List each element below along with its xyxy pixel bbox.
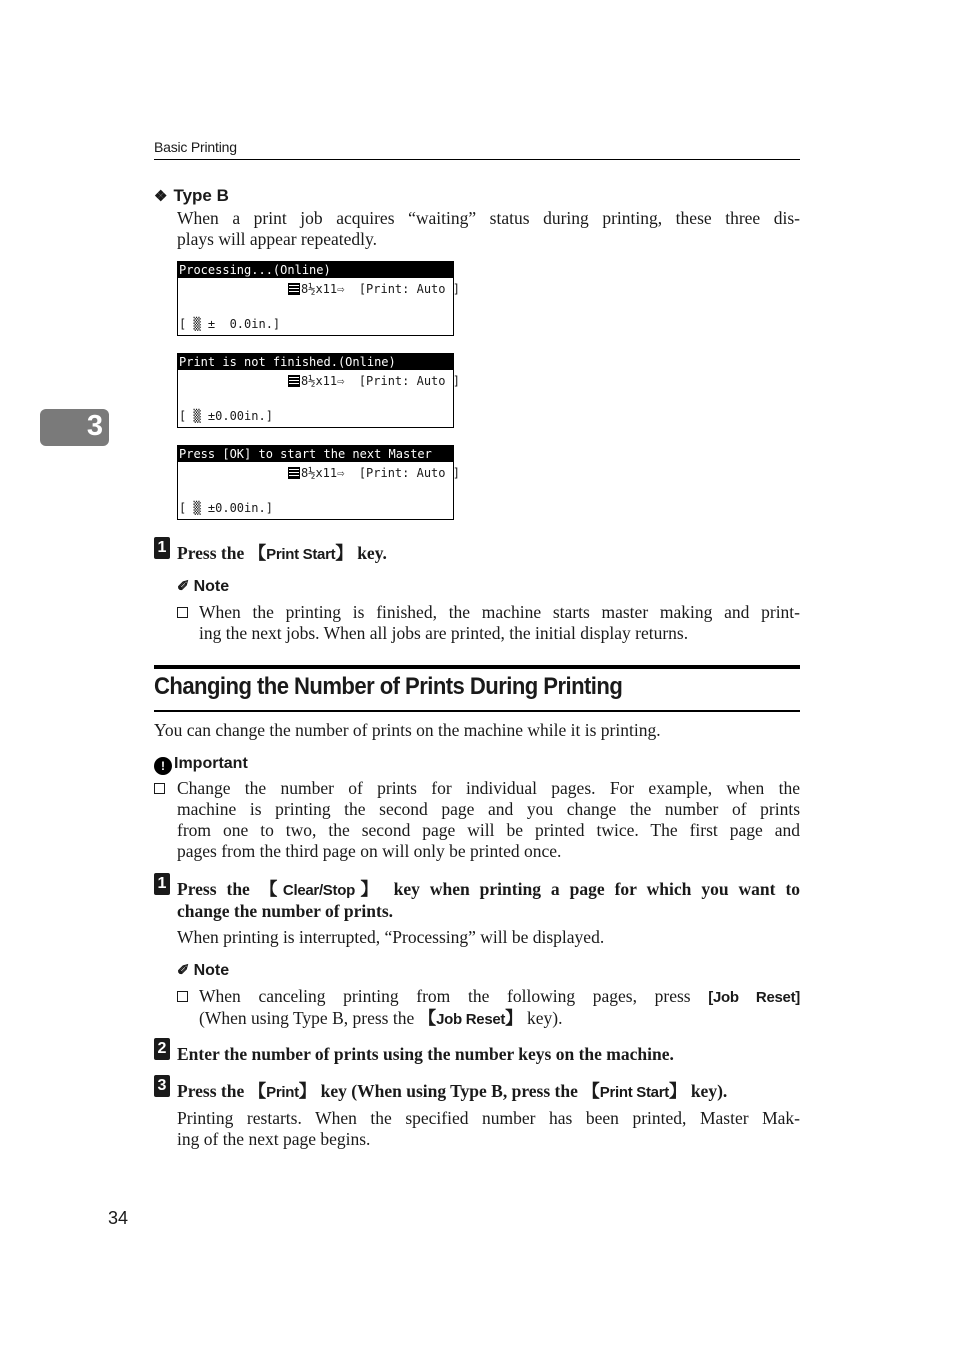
note1-line1: When the printing is finished, the machine starts master making and print- bbox=[199, 602, 800, 622]
step-3-text bbox=[177, 1081, 727, 1103]
important-line3: from one to two, the second page will be printed twice. The first page and bbox=[177, 820, 800, 840]
section-title: Changing the Number of Prints During Printing bbox=[154, 673, 623, 700]
lcd-panel-press-ok bbox=[177, 445, 460, 520]
lcd-print-mode: [Print: Auto ] bbox=[358, 374, 460, 388]
type-b-heading bbox=[154, 186, 229, 206]
note-heading-text: Note bbox=[193, 962, 230, 979]
lcd-paper-size: 8½x11 bbox=[301, 374, 338, 388]
key-print: Print bbox=[266, 1084, 299, 1101]
chapter-tab bbox=[40, 409, 109, 446]
page-number: 34 bbox=[108, 1208, 129, 1228]
diamond-bullet-icon: ❖ bbox=[154, 188, 168, 205]
step-3-middle: key (When using Type B, press the bbox=[316, 1081, 583, 1101]
important-line2: machine is printing the second page and you change the number of prints bbox=[177, 799, 800, 819]
step-3-body bbox=[177, 1108, 800, 1150]
bracket-close: 】 bbox=[298, 1082, 317, 1102]
pencil-icon: ✐ bbox=[177, 578, 190, 595]
tray-icon: ⇨ bbox=[337, 282, 345, 296]
note2-line1-prefix: When canceling printing from the following pages, press bbox=[199, 986, 709, 1006]
note1-item bbox=[177, 602, 800, 644]
running-header: Basic Printing bbox=[154, 139, 237, 155]
note2-line2-prefix: (When using Type B, press the bbox=[199, 1008, 419, 1028]
lcd-print-mode: [Print: Auto ] bbox=[358, 466, 460, 480]
lcd-print-mode: [Print: Auto ] bbox=[358, 282, 460, 296]
document-icon bbox=[288, 467, 300, 479]
step-1-suffix: key when printing a page for which you want to bbox=[383, 879, 801, 899]
note1-line2: ing the next jobs. When all jobs are printed, the initial display returns. bbox=[199, 623, 689, 643]
step-1-text bbox=[177, 879, 800, 922]
lcd-status-text: Print is not finished.(Online) bbox=[179, 355, 396, 369]
note-heading-text: Note bbox=[193, 578, 230, 595]
lcd-shift-row: [ ▒ ± 0.0in.] bbox=[179, 317, 281, 331]
header-rule bbox=[154, 159, 800, 160]
lcd-status-bar bbox=[178, 354, 453, 370]
important-heading bbox=[154, 755, 248, 775]
lcd-paper-row bbox=[288, 282, 460, 296]
bracket-open: 【 bbox=[259, 880, 283, 900]
step-3-body-line1: Printing restarts. When the specified number has been printed, Master Mak- bbox=[177, 1108, 800, 1128]
important-line4: pages from the third page on will only be printed once. bbox=[177, 841, 562, 861]
document-icon bbox=[288, 283, 300, 295]
title-rule-bottom bbox=[154, 710, 800, 712]
bracket-open: 【 bbox=[248, 544, 267, 564]
step-1-line2: change the number of prints. bbox=[177, 901, 394, 921]
important-icon: ! bbox=[154, 757, 172, 775]
checkbox-bullet-icon bbox=[177, 607, 188, 618]
step-3-number bbox=[154, 1075, 170, 1097]
step-a-number bbox=[154, 537, 170, 559]
lcd-paper-size: 8½x11 bbox=[301, 466, 338, 480]
title-rule-top bbox=[154, 665, 800, 669]
bracket-close: 】 bbox=[668, 1082, 687, 1102]
step-2-text: Enter the number of prints using the number keys on the machine. bbox=[177, 1044, 674, 1064]
note2-item bbox=[177, 986, 800, 1030]
step-number-badge: 3 bbox=[154, 1075, 170, 1097]
step-3-suffix: key). bbox=[686, 1081, 728, 1101]
step-number-badge: 1 bbox=[154, 537, 170, 559]
key-print-start: Print Start bbox=[266, 546, 336, 563]
important-item bbox=[154, 778, 800, 862]
step-1-line1 bbox=[177, 879, 800, 901]
note-heading bbox=[177, 961, 229, 980]
lcd-panel-not-finished bbox=[177, 353, 460, 428]
type-b-intro-line2: plays will appear repeatedly. bbox=[177, 229, 378, 249]
step-a-text bbox=[177, 543, 387, 565]
lcd-status-text: Press [OK] to start the next Master bbox=[179, 447, 432, 461]
step-1-body: When printing is interrupted, “Processing” will be displayed. bbox=[177, 927, 605, 947]
lcd-status-bar bbox=[178, 446, 453, 462]
bracket-open: 【 bbox=[582, 1082, 600, 1102]
type-b-intro-line1: When a print job acquires “waiting” status during printing, these three dis- bbox=[177, 208, 800, 228]
tray-icon: ⇨ bbox=[337, 466, 345, 480]
step-1-number bbox=[154, 873, 170, 895]
step-3-body-line2: ing of the next page begins. bbox=[177, 1129, 371, 1149]
section-intro: You can change the number of prints on the machine while it is printing. bbox=[154, 720, 661, 740]
step-3-prefix: Press the bbox=[177, 1081, 249, 1101]
note2-line1 bbox=[199, 986, 800, 1008]
lcd-status-bar bbox=[178, 262, 453, 278]
step-number-badge: 2 bbox=[154, 1038, 170, 1060]
note-heading bbox=[177, 577, 229, 596]
step-2-number bbox=[154, 1038, 170, 1060]
key-job-reset: [Job Reset] bbox=[708, 989, 800, 1006]
step-a-prefix: Press the bbox=[177, 543, 249, 563]
bracket-open: 【 bbox=[418, 1009, 437, 1029]
document-icon bbox=[288, 375, 300, 387]
key-job-reset-b: Job Reset bbox=[436, 1011, 506, 1028]
bracket-open: 【 bbox=[248, 1082, 267, 1102]
checkbox-bullet-icon bbox=[154, 783, 165, 794]
important-heading-text: Important bbox=[174, 755, 248, 772]
step-1-prefix: Press the bbox=[177, 879, 260, 899]
step-number-badge: 1 bbox=[154, 873, 170, 895]
key-clear-stop: Clear/Stop bbox=[282, 882, 355, 899]
pencil-icon: ✐ bbox=[177, 962, 190, 979]
bracket-close: 】 bbox=[354, 880, 384, 900]
lcd-shift-row: [ ▒ ±0.00in.] bbox=[179, 409, 273, 423]
lcd-panel-processing bbox=[177, 261, 460, 336]
lcd-status-text: Processing...(Online) bbox=[179, 263, 331, 277]
lcd-paper-size: 8½x11 bbox=[301, 282, 338, 296]
note2-line2-suffix: key). bbox=[522, 1008, 563, 1028]
lcd-shift-row: [ ▒ ±0.00in.] bbox=[179, 501, 273, 515]
checkbox-bullet-icon bbox=[177, 991, 188, 1002]
lcd-paper-row bbox=[288, 466, 460, 480]
important-line1: Change the number of prints for individual pages. For example, when the bbox=[177, 778, 800, 798]
key-print-start: Print Start bbox=[599, 1084, 669, 1101]
lcd-paper-row bbox=[288, 374, 460, 388]
note2-line2 bbox=[199, 1008, 800, 1030]
bracket-close: 】 bbox=[335, 544, 353, 564]
bracket-close: 】 bbox=[505, 1009, 523, 1029]
type-b-intro bbox=[177, 208, 800, 250]
tray-icon: ⇨ bbox=[337, 374, 345, 388]
chapter-number: 3 bbox=[86, 410, 103, 442]
type-b-heading-text: Type B bbox=[173, 186, 229, 205]
step-a-suffix: key. bbox=[352, 543, 387, 563]
